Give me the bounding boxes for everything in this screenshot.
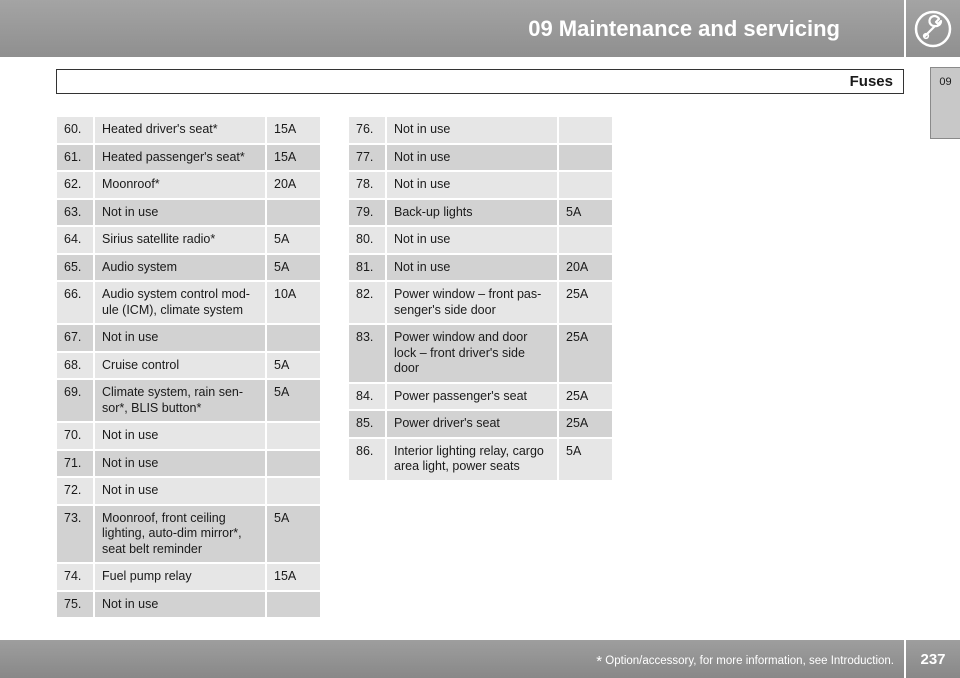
fuse-number: 67. [56,324,94,352]
footnote-star: * [596,653,603,670]
fuse-function: Not in use [386,116,558,144]
fuse-amperage: 20A [266,171,321,199]
page-footer [0,640,904,678]
fuse-function: Power window – front pas- senger's side door [386,281,558,324]
fuse-function: Cruise control [94,352,266,380]
fuse-number: 78. [348,171,386,199]
fuse-amperage [558,144,613,172]
fuse-row [348,324,613,383]
fuse-number: 65. [56,254,94,282]
fuse-function: Back-up lights [386,199,558,227]
fuse-row [56,199,321,227]
fuse-number: 73. [56,505,94,564]
fuse-function: Moonroof* [94,171,266,199]
fuse-row [56,379,321,422]
fuse-amperage: 25A [558,410,613,438]
fuse-amperage: 10A [266,281,321,324]
fuse-amperage: 5A [558,438,613,481]
footnote-text: Option/accessory, for more information, see Introduction. [605,655,894,667]
fuse-row [348,281,613,324]
fuse-row [56,254,321,282]
fuse-function: Not in use [94,591,266,619]
fuse-amperage [266,477,321,505]
fuse-number: 68. [56,352,94,380]
fuse-number: 60. [56,116,94,144]
fuse-number: 81. [348,254,386,282]
section-title: Fuses [849,73,893,90]
fuse-amperage: 5A [266,226,321,254]
fuse-function: Not in use [386,254,558,282]
fuse-amperage [266,591,321,619]
fuse-row [56,324,321,352]
fuse-function: Power window and door lock – front driver's side door [386,324,558,383]
fuse-number: 84. [348,383,386,411]
fuse-table-left [55,115,322,619]
fuse-row [56,171,321,199]
fuse-number: 75. [56,591,94,619]
fuse-number: 69. [56,379,94,422]
fuse-amperage [558,171,613,199]
section-header [56,69,904,94]
fuse-function: Not in use [94,324,266,352]
fuse-row [56,563,321,591]
fuse-amperage [558,116,613,144]
fuse-function: Audio system control mod- ule (ICM), climate system [94,281,266,324]
page-number: 237 [906,640,960,678]
fuse-amperage [266,199,321,227]
fuse-number: 70. [56,422,94,450]
fuse-row [348,254,613,282]
fuse-number: 61. [56,144,94,172]
fuse-number: 72. [56,477,94,505]
fuse-function: Moonroof, front ceiling lighting, auto-dim mirror*, seat belt reminder [94,505,266,564]
fuse-row [348,199,613,227]
fuse-function: Heated driver's seat* [94,116,266,144]
fuse-number: 63. [56,199,94,227]
fuse-number: 71. [56,450,94,478]
wrench-screwdriver-icon [913,9,953,49]
fuse-function: Climate system, rain sen- sor*, BLIS button* [94,379,266,422]
chapter-title: 09 Maintenance and servicing [528,16,840,41]
fuse-number: 82. [348,281,386,324]
fuse-row [56,422,321,450]
fuse-amperage: 5A [266,505,321,564]
fuse-amperage: 5A [266,254,321,282]
chapter-tab-label: 09 [939,76,952,88]
fuse-number: 76. [348,116,386,144]
fuse-row [56,505,321,564]
fuse-number: 80. [348,226,386,254]
fuse-number: 83. [348,324,386,383]
fuse-row [348,116,613,144]
fuse-function: Not in use [386,171,558,199]
fuse-function: Sirius satellite radio* [94,226,266,254]
fuse-row [56,116,321,144]
fuse-row [348,383,613,411]
fuse-amperage: 5A [266,379,321,422]
fuse-amperage [558,226,613,254]
fuse-amperage: 25A [558,324,613,383]
fuse-amperage [266,450,321,478]
footnote [596,653,894,670]
fuse-function: Heated passenger's seat* [94,144,266,172]
fuse-table-right [347,115,614,482]
fuse-function: Not in use [94,450,266,478]
fuse-function: Not in use [94,199,266,227]
fuse-function: Not in use [386,226,558,254]
fuse-row [56,144,321,172]
fuse-amperage [266,324,321,352]
fuse-number: 66. [56,281,94,324]
fuse-function: Power driver's seat [386,410,558,438]
fuse-number: 79. [348,199,386,227]
chapter-side-tab[interactable] [930,67,960,139]
fuse-function: Fuel pump relay [94,563,266,591]
fuse-number: 85. [348,410,386,438]
fuse-number: 62. [56,171,94,199]
fuse-number: 86. [348,438,386,481]
fuse-row [56,450,321,478]
fuse-amperage: 20A [558,254,613,282]
fuse-amperage [266,422,321,450]
fuse-row [348,144,613,172]
fuse-amperage: 15A [266,563,321,591]
fuse-function: Interior lighting relay, cargo area light, power seats [386,438,558,481]
fuse-function: Power passenger's seat [386,383,558,411]
fuse-amperage: 15A [266,116,321,144]
fuse-row [56,352,321,380]
fuse-number: 74. [56,563,94,591]
fuse-amperage: 25A [558,281,613,324]
fuse-amperage: 5A [266,352,321,380]
fuse-row [56,226,321,254]
chapter-icon-box [906,0,960,57]
fuse-number: 64. [56,226,94,254]
fuse-row [348,410,613,438]
chapter-header [0,0,904,57]
fuse-amperage: 25A [558,383,613,411]
fuse-amperage: 15A [266,144,321,172]
fuse-row [56,591,321,619]
fuse-row [348,171,613,199]
fuse-row [348,438,613,481]
fuse-amperage: 5A [558,199,613,227]
fuse-function: Not in use [94,422,266,450]
fuse-row [56,281,321,324]
fuse-function: Audio system [94,254,266,282]
fuse-number: 77. [348,144,386,172]
fuse-function: Not in use [386,144,558,172]
fuse-function: Not in use [94,477,266,505]
fuse-row [56,477,321,505]
fuse-row [348,226,613,254]
